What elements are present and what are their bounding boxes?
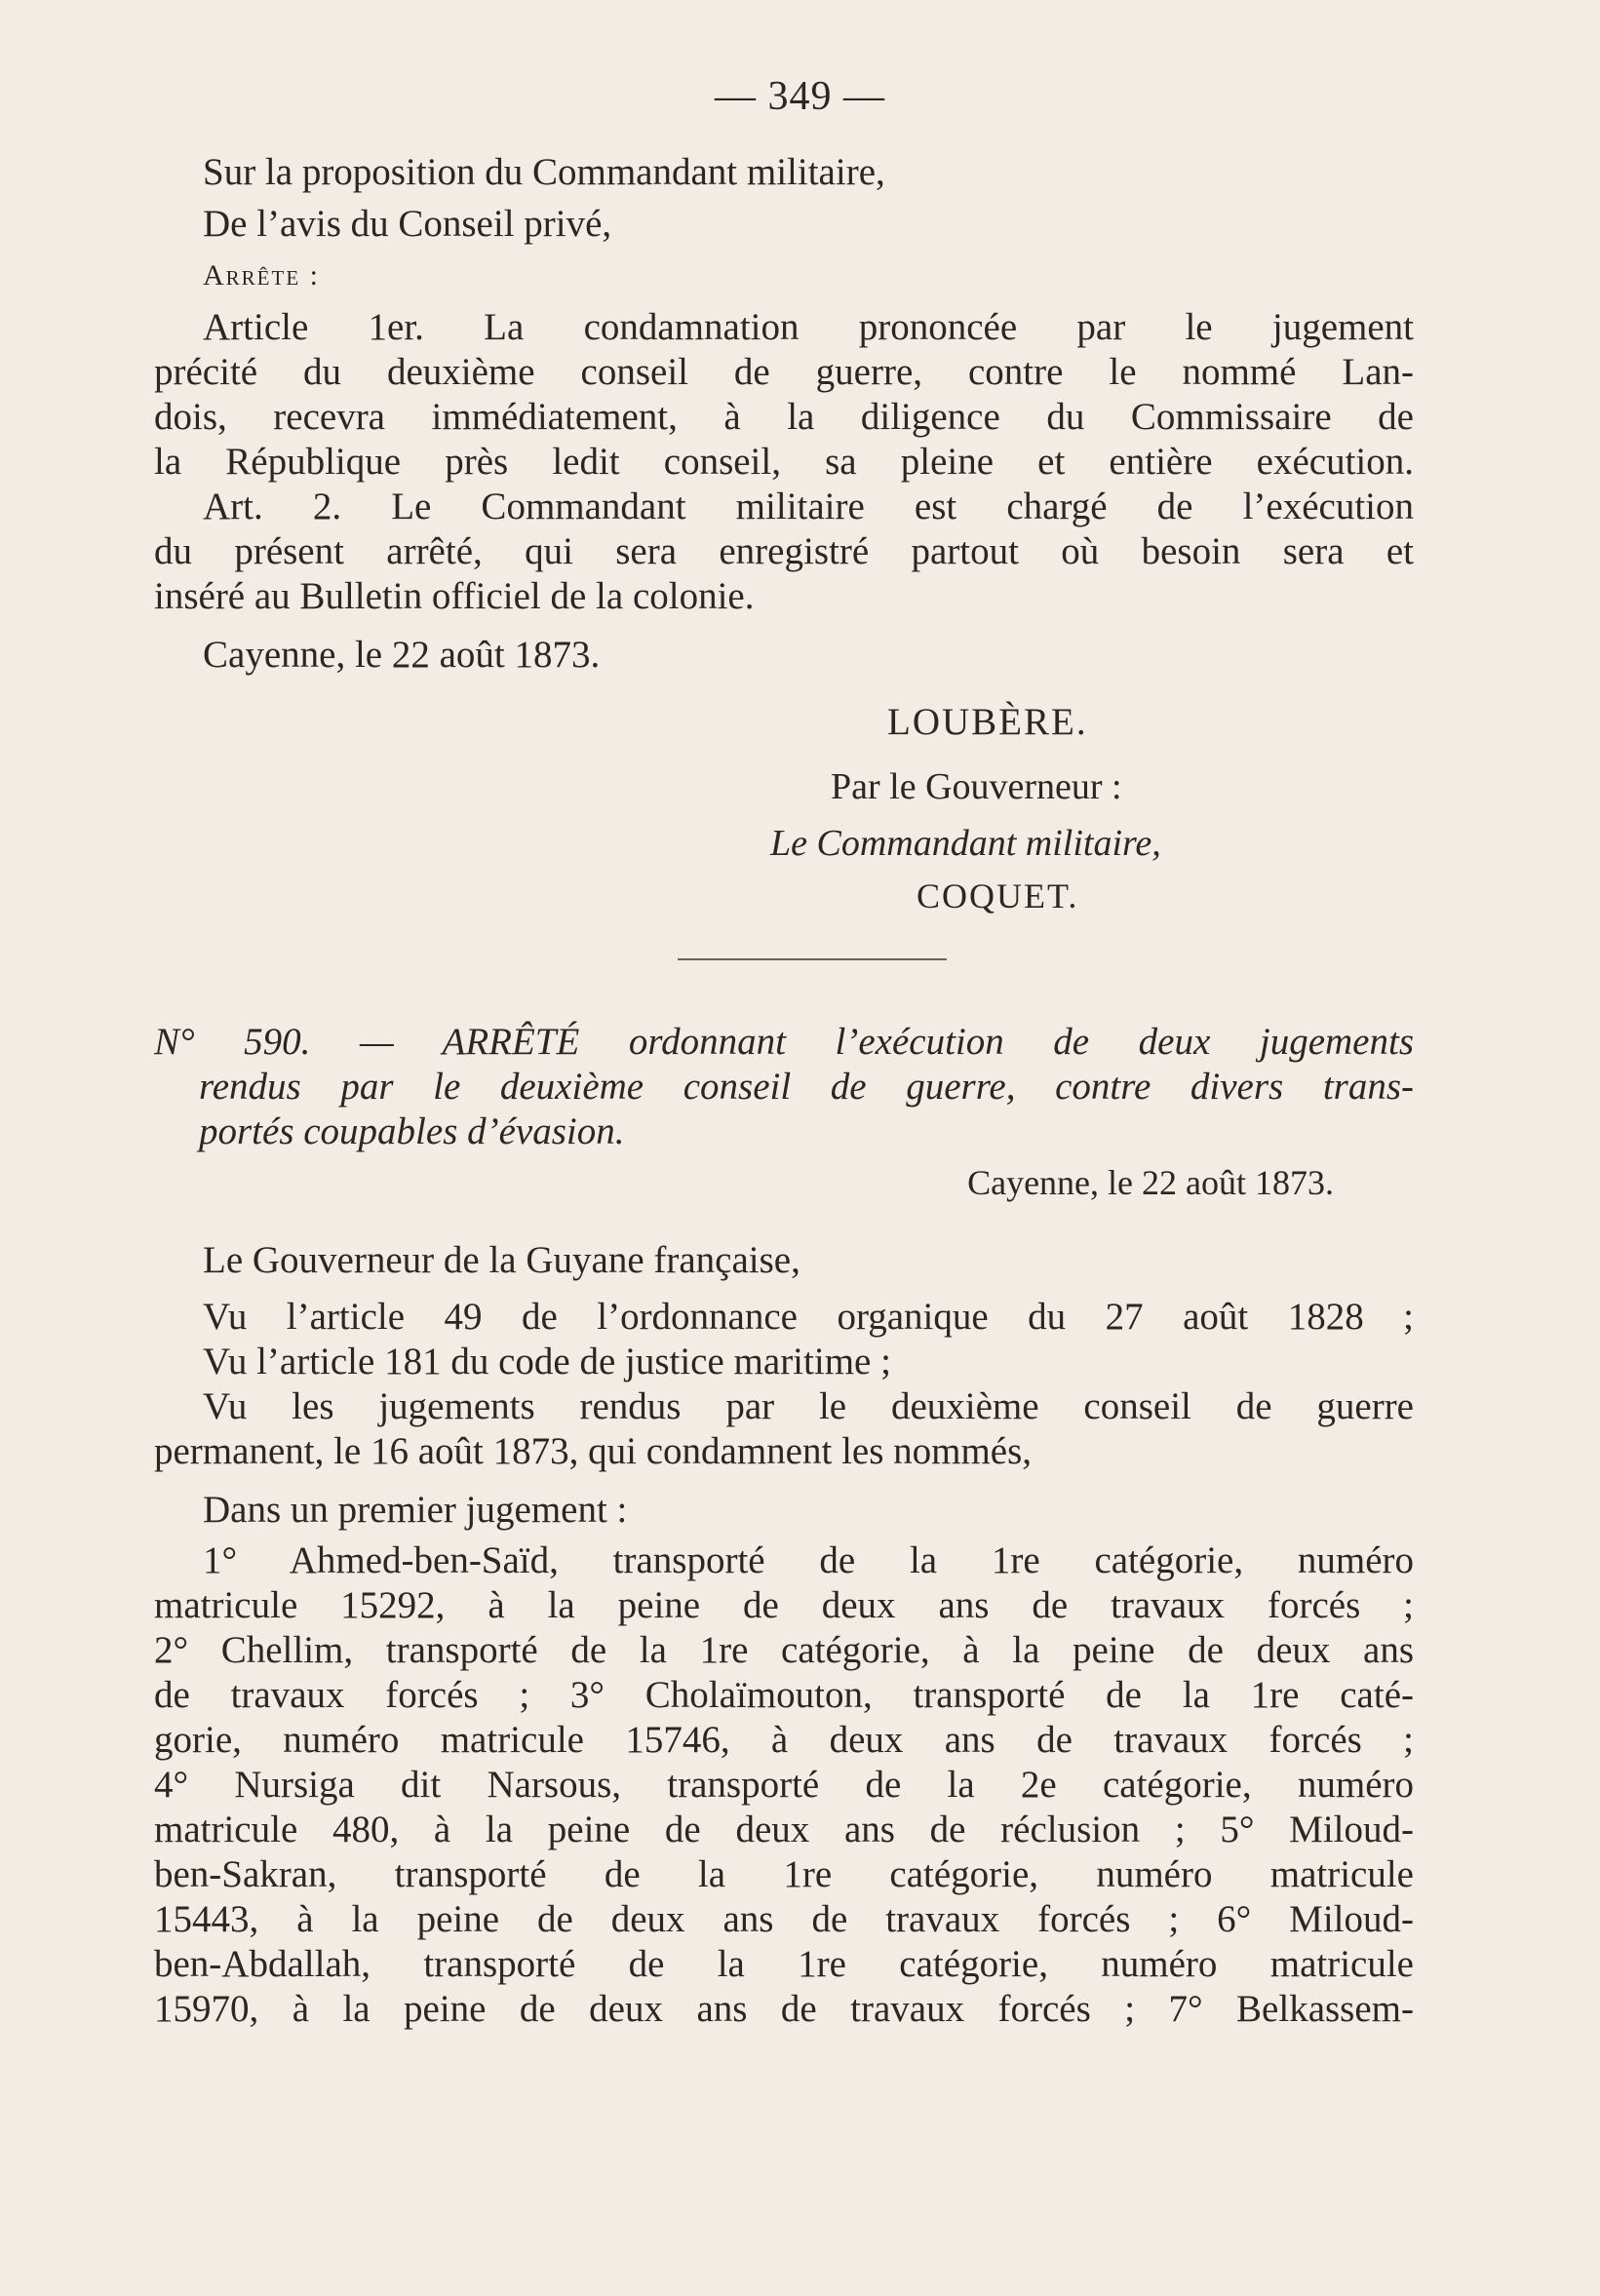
decree-title-line [154, 1019, 1414, 1064]
text-line: Vu l’article 181 du code de justice maritime ; [203, 1341, 891, 1382]
text-line: 2° Chellim, transporté de la 1re catégorie, à la peine de deux ans [154, 1629, 1414, 1671]
text-line: permanent, le 16 août 1873, qui condamnent les nommés, [154, 1430, 1033, 1472]
page-number: — 349 — [715, 74, 885, 119]
decree-continuation [154, 149, 1414, 679]
governor-line: Le Gouverneur de la Guyane française, [203, 1239, 800, 1281]
signature-role: Le Commandant militaire, [770, 823, 1161, 864]
text-line: ben-Abdallah, transporté de la 1re catégorie, numéro matricule [154, 1943, 1414, 1985]
text-line: ben-Sakran, transporté de la 1re catégorie, numéro matricule [154, 1853, 1414, 1895]
text-line: 4° Nursiga dit Narsous, transporté de la 2e catégorie, numéro [154, 1764, 1414, 1806]
text-line: Sur la proposition du Commandant militaire, [203, 151, 885, 193]
text-line: Art. 2. Le Commandant militaire est chargé de l’exécution [203, 486, 1414, 527]
text-line: 15443, à la peine de deux ans de travaux forcés ; 6° Miloud- [154, 1898, 1414, 1940]
text-line: matricule 15292, à la peine de deux ans de travaux forcés ; [154, 1584, 1414, 1626]
text-line: Vu l’article 49 de l’ordonnance organique du 27 août 1828 ; [203, 1296, 1414, 1338]
governor-signature: LOUBÈRE. [887, 701, 1088, 743]
text-line: Article 1er. La condamnation prononcée par le jugement [203, 306, 1414, 348]
section-divider [678, 958, 947, 960]
countersignature: COQUET. [917, 876, 1079, 915]
text-line: 1° Ahmed-ben-Saïd, transporté de la 1re catégorie, numéro [203, 1539, 1414, 1581]
decree-title-text: N° 590. — ARRÊTÉ ordonnant l’exécution de deux jugements [154, 1021, 1414, 1063]
text-line: Dans un premier jugement : [203, 1489, 628, 1531]
text-line: de travaux forcés ; 3° Cholaïmouton, transporté de la 1re caté- [154, 1674, 1414, 1716]
decree-date: Cayenne, le 22 août 1873. [967, 1163, 1334, 1202]
arrete-heading: Arrête : [203, 259, 320, 292]
date-line: Cayenne, le 22 août 1873. [203, 634, 601, 676]
text-line: gorie, numéro matricule 15746, à deux ans de travaux forcés ; [154, 1719, 1414, 1761]
signature-preamble: Par le Gouverneur : [831, 766, 1122, 807]
decree-590 [154, 1019, 1414, 2031]
text-line: précité du deuxième conseil de guerre, contre le nommé Lan- [154, 351, 1414, 393]
text-line: dois, recevra immédiatement, à la diligence du Commissaire de [154, 396, 1414, 438]
decree-title-line: portés coupables d’évasion. [199, 1110, 625, 1152]
text-line: De l’avis du Conseil privé, [203, 203, 612, 245]
text-line: Vu les jugements rendus par le deuxième conseil de guerre [203, 1385, 1414, 1427]
decree-title-line: rendus par le deuxième conseil de guerre, contre divers trans- [199, 1066, 1414, 1108]
text-line: la République près ledit conseil, sa pleine et entière exécution. [154, 441, 1414, 483]
text-line: inséré au Bulletin officiel de la colonie. [154, 575, 755, 617]
text-line: 15970, à la peine de deux ans de travaux forcés ; 7° Belkassem- [154, 1988, 1414, 2030]
text-line: du présent arrêté, qui sera enregistré partout où besoin sera et [154, 530, 1414, 572]
text-line: matricule 480, à la peine de deux ans de réclusion ; 5° Miloud- [154, 1809, 1414, 1850]
